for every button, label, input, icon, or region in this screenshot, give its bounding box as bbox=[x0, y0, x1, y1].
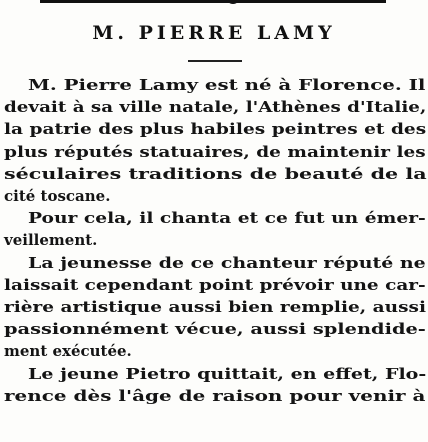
text-line: cité toscane. bbox=[4, 187, 111, 205]
text-line: devait à sa ville natale, l'Athènes d'Italie, bbox=[4, 98, 427, 117]
text-line: la patrie des plus habiles peintres et des bbox=[4, 120, 427, 139]
text-line: Pour cela, il chanta et ce fut un émer- bbox=[28, 209, 426, 228]
text-line: La jeunesse de ce chanteur réputé ne bbox=[28, 253, 426, 272]
text-line: veillement. bbox=[4, 231, 98, 250]
text-line: ment exécutée. bbox=[4, 342, 132, 361]
article-title: M. PIERRE LAMY bbox=[92, 22, 336, 44]
text-line: séculaires traditions de beauté de la bbox=[4, 164, 427, 183]
top-border-rule bbox=[40, 0, 386, 3]
text-line: passionnément vécue, aussi splendide- bbox=[4, 320, 426, 339]
text-line: laissait cependant point prévoir une car- bbox=[4, 275, 426, 294]
text-line: rence dès l'âge de raison pour venir à bbox=[4, 386, 426, 405]
text-line: rière artistique aussi bien remplie, aussi bbox=[4, 298, 426, 316]
title-divider bbox=[188, 60, 242, 62]
text-line: plus réputés statuaires, de maintenir les bbox=[4, 142, 426, 161]
top-ornament bbox=[226, 0, 240, 4]
text-line: M. Pierre Lamy est né à Florence. Il bbox=[28, 76, 426, 94]
text-line: Le jeune Pietro quittait, en effet, Flo- bbox=[28, 364, 427, 383]
